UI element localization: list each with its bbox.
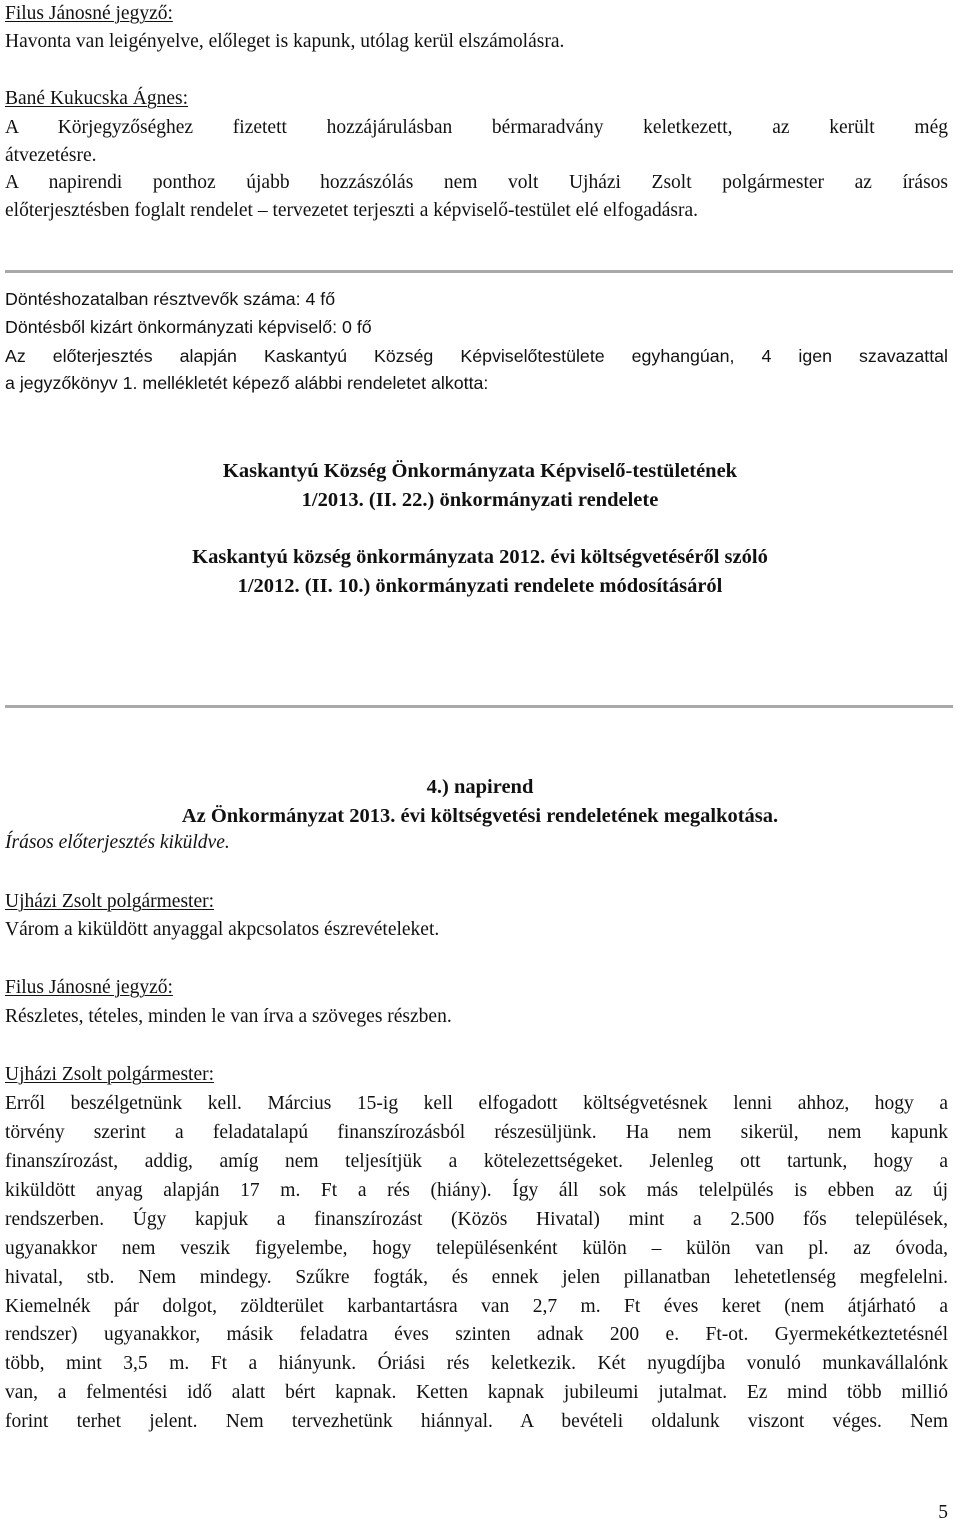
- decision-text: a jegyzőkönyv 1. mellékletét képező alábbi rendeletet alkotta:: [5, 373, 489, 393]
- decree-subtitle: 1/2012. (II. 10.) önkormányzati rendelete módosításáról: [237, 575, 723, 597]
- horizontal-rule: [5, 270, 953, 273]
- speaker-label: Filus Jánosné jegyző:: [5, 977, 173, 998]
- paragraph-line: törvény szerint a feladatalapú finanszírozásból részesüljünk. Ha nem sikerül, nem kapunk: [5, 1122, 948, 1143]
- agenda-number: 4.) napirend: [426, 776, 534, 798]
- paragraph-line: van, a felmentési idő alatt bért kapnak. Ketten kapnak jubileumi jutalmat. Ez mind több millió: [5, 1382, 948, 1403]
- horizontal-rule: [5, 705, 953, 708]
- decision-participants: Döntéshozatalban résztvevők száma: 4 fő: [5, 289, 336, 309]
- speaker-label: Filus Jánosné jegyző:: [5, 3, 173, 24]
- paragraph-line: Várom a kiküldött anyaggal akpcsolatos észrevételeket.: [5, 919, 440, 940]
- paragraph-line: több, mint 3,5 m. Ft a hiányunk. Óriási rés keletkezik. Két nyugdíjba vonuló munkavállalónk: [5, 1353, 948, 1374]
- paragraph-line: forint terhet jelent. Nem tervezhetünk hiánnyal. A bevételi oldalunk viszont véges. Nem: [5, 1411, 948, 1432]
- speaker-label: Ujházi Zsolt polgármester:: [5, 891, 215, 912]
- paragraph-line: ugyanakkor nem veszik figyelembe, hogy településenként külön – külön van pl. az óvoda,: [5, 1238, 948, 1259]
- paragraph-line: Erről beszélgetnünk kell. Március 15-ig kell elfogadott költségvetésnek lenni ahhoz, hogy a: [5, 1093, 948, 1114]
- paragraph-line: A napirendi ponthoz újabb hozzászólás nem volt Ujházi Zsolt polgármester az írásos: [5, 172, 948, 193]
- decision-text: Az előterjesztés alapján Kaskantyú Község Képviselőtestülete egyhangúan, 4 igen szavazattal: [5, 346, 948, 366]
- decree-subtitle: Kaskantyú község önkormányzata 2012. évi költségvetéséről szóló: [192, 546, 768, 568]
- decision-excluded: Döntésből kizárt önkormányzati képviselő: 0 fő: [5, 317, 372, 337]
- agenda-note: Írásos előterjesztés kiküldve.: [5, 832, 230, 853]
- page-number: 5: [938, 1502, 948, 1523]
- agenda-title: Az Önkormányzat 2013. évi költségvetési rendeletének megalkotása.: [181, 805, 779, 827]
- paragraph-line: átvezetésre.: [5, 145, 97, 166]
- decree-title: 1/2013. (II. 22.) önkormányzati rendelete: [301, 489, 659, 511]
- speaker-label: Ujházi Zsolt polgármester:: [5, 1064, 215, 1085]
- paragraph-line: finanszírozást, addig, amíg nem teljesítjük a kötelezettségeket. Jelenleg ott tartunk, hogy a: [5, 1151, 948, 1172]
- decree-title: Kaskantyú Község Önkormányzata Képviselő-testületének: [222, 460, 738, 482]
- speaker-label: Bané Kukucska Ágnes:: [5, 88, 189, 109]
- paragraph-line: előterjesztésben foglalt rendelet – tervezetet terjeszti a képviselő-testület elé elfogadásra.: [5, 200, 699, 221]
- paragraph-line: A Körjegyzőséghez fizetett hozzájárulásban bérmaradvány keletkezett, az került még: [5, 117, 948, 138]
- paragraph-line: hivatal, stb. Nem mindegy. Szűkre fogták, és ennek jelen pillanatban lehetetlenség megfelelni.: [5, 1267, 948, 1288]
- paragraph-line: rendszerben. Úgy kapjuk a finanszírozást (Közös Hivatal) mint a 2.500 fős települések,: [5, 1209, 948, 1230]
- paragraph-line: rendszer) ugyanakkor, másik feladatra éves szinten adnak 200 e. Ft-ot. Gyermekétkeztetésnél: [5, 1324, 948, 1345]
- paragraph-line: Kiemelnék pár dolgot, zöldterület karbantartásra van 2,7 m. Ft éves keret (nem átjárható a: [5, 1296, 948, 1317]
- paragraph-line: Havonta van leigényelve, előleget is kapunk, utólag kerül elszámolásra.: [5, 31, 565, 52]
- paragraph-line: kiküldött anyag alapján 17 m. Ft a rés (hiány). Így áll sok más telelpülés is ebben az új: [5, 1180, 948, 1201]
- paragraph-line: Részletes, tételes, minden le van írva a szöveges részben.: [5, 1006, 452, 1027]
